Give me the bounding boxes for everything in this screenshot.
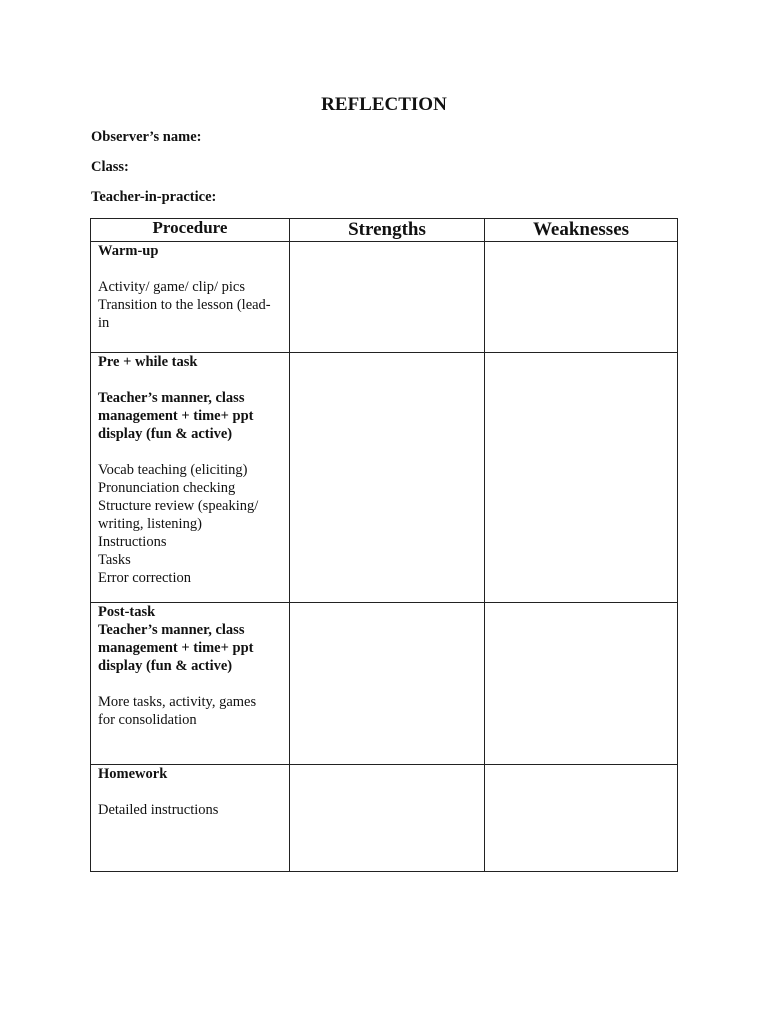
- strengths-cell[interactable]: [290, 603, 485, 765]
- stage-item-line: Vocab teaching (eliciting): [98, 462, 248, 478]
- stage-focus-line: Teacher’s manner, class: [98, 622, 245, 638]
- header-weaknesses: Weaknesses: [485, 219, 678, 242]
- stage-focus-line: Teacher’s manner, class: [98, 390, 245, 406]
- stage-item-line: More tasks, activity, games: [98, 694, 257, 710]
- stage-item-line: writing, listening): [98, 516, 202, 532]
- table-header-row: [91, 219, 678, 242]
- observer-name-label: Observer’s name:: [91, 129, 202, 145]
- header-procedure: Procedure: [91, 219, 290, 242]
- procedure-cell: [91, 603, 290, 765]
- stage-item-line: Activity/ game/ clip/ pics: [98, 279, 245, 295]
- table-row: [91, 603, 678, 765]
- table-row: [91, 765, 678, 872]
- stage-focus-line: display (fun & active): [98, 658, 233, 674]
- stage-title: Post-task: [98, 604, 156, 620]
- weaknesses-cell[interactable]: [485, 603, 678, 765]
- stage-focus-line: management + time+ ppt: [98, 640, 254, 656]
- strengths-cell[interactable]: [290, 353, 485, 603]
- table-row: [91, 242, 678, 353]
- table-row: [91, 353, 678, 603]
- stage-item-line: in: [98, 315, 110, 331]
- stage-title: Homework: [98, 766, 168, 782]
- stage-item-line: Error correction: [98, 570, 191, 586]
- procedure-cell: [91, 765, 290, 872]
- stage-item-line: Transition to the lesson (lead-: [98, 297, 271, 313]
- procedure-cell: [91, 242, 290, 353]
- strengths-cell[interactable]: [290, 242, 485, 353]
- stage-item-line: Pronunciation checking: [98, 480, 236, 496]
- strengths-cell[interactable]: [290, 765, 485, 872]
- stage-title: Pre + while task: [98, 354, 198, 370]
- stage-item-line: Instructions: [98, 534, 167, 550]
- weaknesses-cell[interactable]: [485, 765, 678, 872]
- procedure-cell: [91, 353, 290, 603]
- stage-title: Warm-up: [98, 243, 159, 259]
- stage-focus-line: management + time+ ppt: [98, 408, 254, 424]
- weaknesses-cell[interactable]: [485, 353, 678, 603]
- header-strengths: Strengths: [290, 219, 485, 242]
- stage-item-line: Tasks: [98, 552, 131, 568]
- stage-item-line: Detailed instructions: [98, 802, 219, 818]
- stage-focus-line: display (fun & active): [98, 426, 233, 442]
- stage-item-line: for consolidation: [98, 712, 197, 728]
- weaknesses-cell[interactable]: [485, 242, 678, 353]
- teacher-in-practice-label: Teacher-in-practice:: [91, 189, 217, 205]
- stage-item-line: Structure review (speaking/: [98, 498, 259, 514]
- reflection-table: [90, 218, 678, 872]
- page-title: REFLECTION: [321, 94, 447, 115]
- class-label: Class:: [91, 159, 129, 175]
